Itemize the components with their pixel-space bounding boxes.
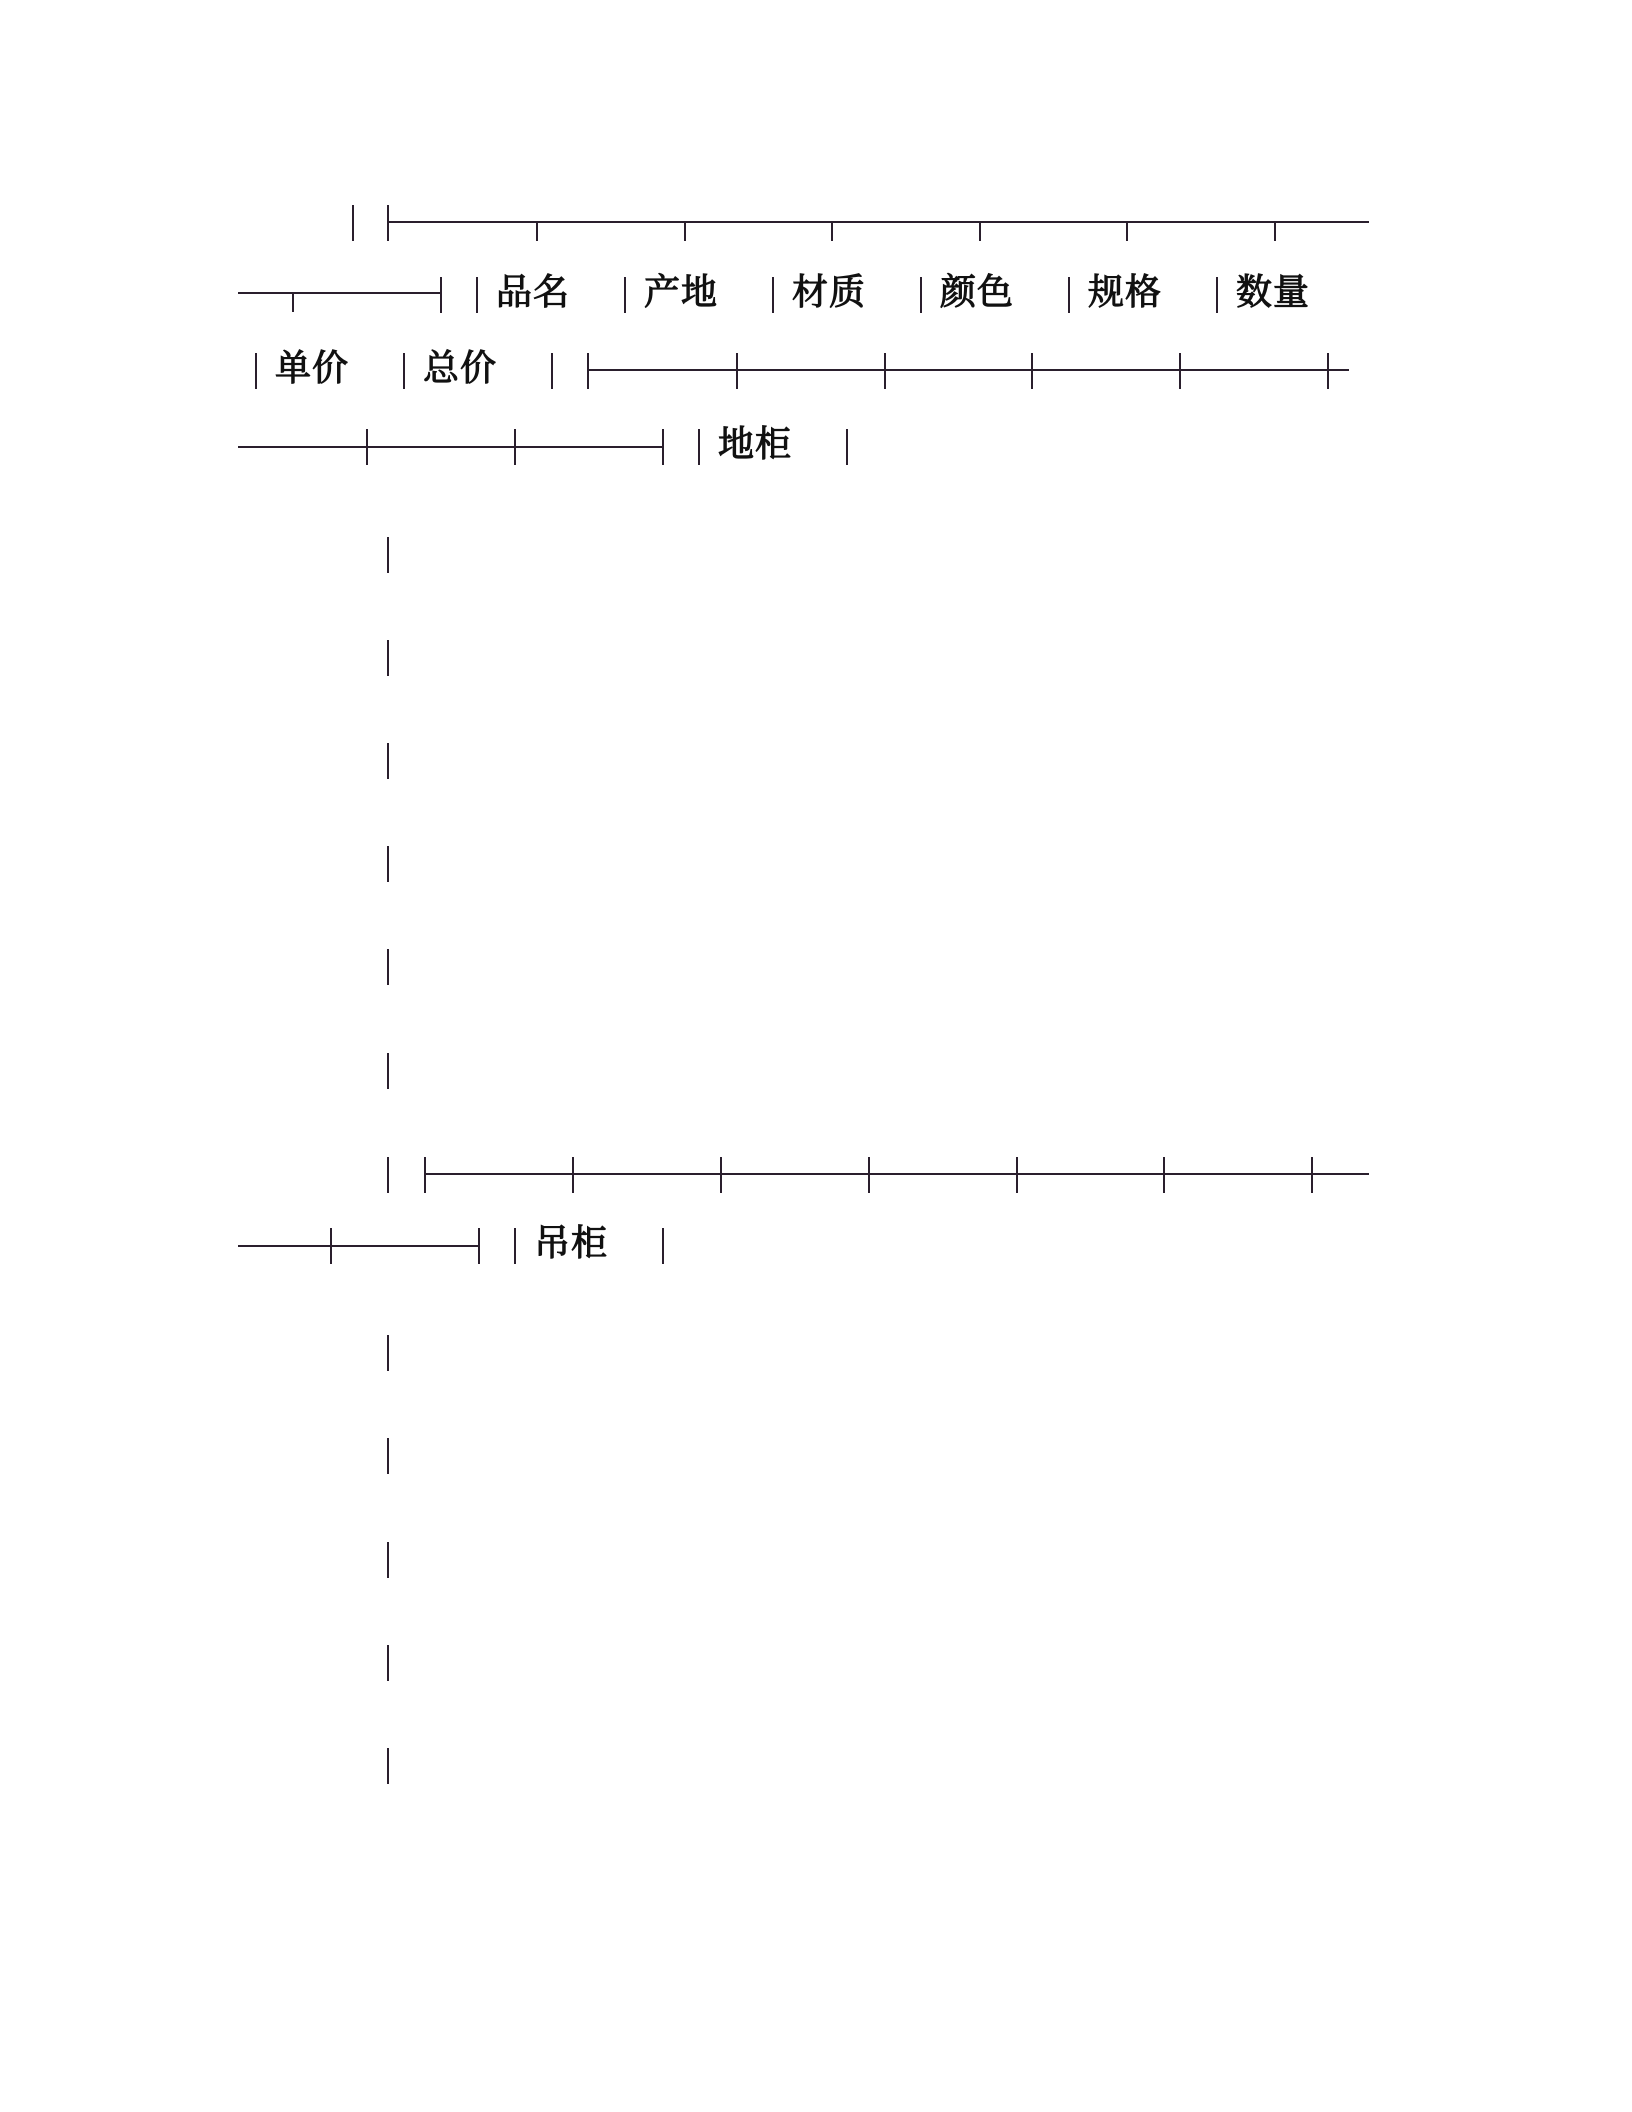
cell-divider: [1216, 277, 1218, 313]
row-marker: [387, 1053, 389, 1089]
rule-bar: [387, 205, 389, 241]
rule-tick: [1163, 1157, 1165, 1193]
table-rule: [426, 1173, 1369, 1175]
cell-divider: [476, 277, 478, 313]
cell-divider: [255, 353, 257, 389]
cell-divider: [514, 1228, 516, 1264]
rule-tick: [330, 1228, 332, 1264]
rule-bar: [440, 277, 442, 313]
header-cell-unit-price: 单价: [275, 348, 350, 389]
cell-divider: [662, 1228, 664, 1264]
row-marker: [387, 1645, 389, 1681]
cell-divider: [772, 277, 774, 313]
rule-tick: [684, 221, 686, 241]
rule-tick: [1031, 353, 1033, 389]
header-cell-color: 颜色: [940, 272, 1015, 313]
header-cell-spec: 规格: [1088, 272, 1163, 313]
header-cell-material: 材质: [792, 272, 867, 313]
cell-divider: [1068, 277, 1070, 313]
row-marker: [387, 1335, 389, 1371]
rule-tick: [1311, 1157, 1313, 1193]
table-rule: [238, 446, 663, 448]
rule-tick: [1016, 1157, 1018, 1193]
rule-tick: [1126, 221, 1128, 241]
rule-tick: [292, 292, 294, 312]
row-marker: [387, 743, 389, 779]
row-marker: [387, 1542, 389, 1578]
rule-tick: [868, 1157, 870, 1193]
header-cell-quantity: 数量: [1236, 272, 1311, 313]
rule-tick: [662, 429, 664, 465]
rule-tick: [366, 429, 368, 465]
table-rule: [589, 369, 1349, 371]
rule-tick: [514, 429, 516, 465]
rule-tick: [478, 1228, 480, 1264]
row-marker: [387, 537, 389, 573]
rule-tick: [831, 221, 833, 241]
cell-divider: [698, 429, 700, 465]
row-marker: [387, 949, 389, 985]
rule-tick: [736, 353, 738, 389]
table-rule: [238, 1245, 479, 1247]
row-marker: [387, 1438, 389, 1474]
row-marker: [387, 1748, 389, 1784]
rule-tick: [572, 1157, 574, 1193]
section-label-wall-cabinet: 吊柜: [534, 1223, 609, 1264]
row-marker: [387, 846, 389, 882]
table-rule: [238, 292, 441, 294]
cell-divider: [624, 277, 626, 313]
rule-bar: [424, 1157, 426, 1193]
row-marker: [387, 640, 389, 676]
rule-tick: [884, 353, 886, 389]
header-cell-total-price: 总价: [423, 348, 498, 389]
header-cell-name: 品名: [496, 272, 571, 313]
cell-divider: [403, 353, 405, 389]
rule-bar: [587, 353, 589, 389]
section-label-base-cabinet: 地柜: [718, 424, 793, 465]
rule-tick: [1327, 353, 1329, 389]
rule-tick: [1179, 353, 1181, 389]
cell-divider: [846, 429, 848, 465]
rule-bar: [352, 205, 354, 241]
header-cell-origin: 产地: [644, 272, 719, 313]
rule-tick: [1274, 221, 1276, 241]
rule-bar: [387, 1157, 389, 1193]
rule-tick: [720, 1157, 722, 1193]
rule-tick: [979, 221, 981, 241]
rule-tick: [536, 221, 538, 241]
cell-divider: [551, 353, 553, 389]
cell-divider: [920, 277, 922, 313]
